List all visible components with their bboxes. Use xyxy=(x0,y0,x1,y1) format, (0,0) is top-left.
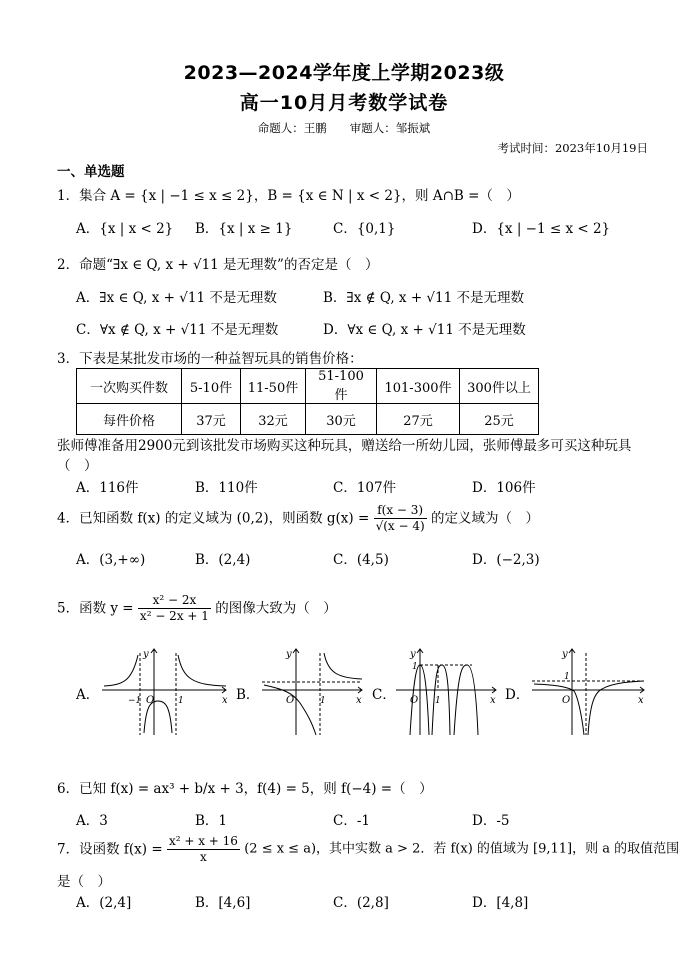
table-cell: 一次购买件数 xyxy=(77,369,182,404)
x-axis-label: x xyxy=(356,695,362,706)
q3-text: 张师傅准备用2900元到该批发市场购买这种玩具，赠送给一所幼儿园，张师傅最多可买这种玩具 xyxy=(57,438,632,454)
q5-stem-start: 5．函数 y = xyxy=(57,600,134,617)
x-axis-label: x xyxy=(638,695,644,706)
q3-paren: （ ） xyxy=(57,458,98,474)
fraction-numerator: x² − 2x xyxy=(138,593,211,609)
table-cell: 51-100件 xyxy=(306,369,377,404)
q3-option-a: A．116件 xyxy=(76,480,139,496)
q6-option-a: A．3 xyxy=(76,813,108,829)
q2-option-b: B．∃x ∉ Q, x + √11 不是无理数 xyxy=(323,290,524,306)
q5-fraction xyxy=(138,593,211,624)
table-cell: 300件以上 xyxy=(460,369,539,404)
q4-stem xyxy=(57,503,539,534)
exam-title: 2023—2024学年度上学期2023级 xyxy=(183,62,505,84)
q7-stem-end: (2 ≤ x ≤ a)，其中实数 a > 2．若 f(x) 的值域为 [9,11]，则 a 的取值范围 xyxy=(244,841,680,857)
fraction-denominator: √(x − 4) xyxy=(375,519,425,533)
tick-label: 1 xyxy=(564,672,570,682)
q5-stem-end: 的图像大致为（ ） xyxy=(215,600,337,617)
y-axis-label: y xyxy=(562,649,568,660)
q6-option-c: C．-1 xyxy=(333,813,370,829)
table-cell: 5-10件 xyxy=(182,369,241,404)
q5-stem xyxy=(57,593,337,624)
q1-option-b: B．{x | x ≥ 1} xyxy=(195,221,293,237)
q6-option-d: D．-5 xyxy=(472,813,510,829)
q2-option-c: C．∀x ∉ Q, x + √11 不是无理数 xyxy=(76,322,279,338)
q5-option-c: C． xyxy=(372,687,396,703)
exam-subtitle: 高一10月月考数学试卷 xyxy=(239,92,449,114)
tick-label: 1 xyxy=(320,696,326,706)
x-axis-label: x xyxy=(222,695,228,706)
tick-label: 1 xyxy=(178,696,184,706)
q7-stem-start: 7．设函数 f(x) = xyxy=(57,841,163,858)
q7-stem-cont: 是（ ） xyxy=(57,874,111,890)
graph-a xyxy=(98,645,233,737)
table-cell: 37元 xyxy=(182,404,241,435)
q7-option-a: A．(2,4] xyxy=(76,895,132,911)
q4-option-c: C．(4,5) xyxy=(333,552,389,568)
y-axis-label: y xyxy=(143,649,149,660)
q1-stem: 1．集合 A = {x | −1 ≤ x ≤ 2}，B = {x ∈ N | x < 2}，则 A∩B =（ ） xyxy=(57,188,520,204)
section-heading: 一、单选题 xyxy=(57,164,125,180)
table-cell: 101-300件 xyxy=(377,369,460,404)
q7-stem xyxy=(57,834,679,865)
table-row xyxy=(77,404,539,435)
q2-option-a: A．∃x ∈ Q, x + √11 不是无理数 xyxy=(76,290,277,306)
origin-label: O xyxy=(562,695,571,706)
q3-stem: 3．下表是某批发市场的一种益智玩具的销售价格： xyxy=(57,351,363,367)
fraction-denominator: x² − 2x + 1 xyxy=(139,609,209,623)
tick-label: 1 xyxy=(435,696,441,706)
q7-option-d: D．[4,8] xyxy=(472,895,529,911)
tick-label: −1 xyxy=(128,696,142,706)
q1-option-c: C．{0,1} xyxy=(333,221,396,237)
table-row xyxy=(77,369,539,404)
q5-option-d: D． xyxy=(505,687,530,703)
q3-option-c: C．107件 xyxy=(333,480,397,496)
q4-option-a: A．(3,+∞) xyxy=(76,552,146,568)
q3-option-d: D．106件 xyxy=(472,480,536,496)
fraction-denominator: x xyxy=(200,850,207,864)
q6-stem: 6．已知 f(x) = ax³ + b/x + 3，f(4) = 5，则 f(−4) =（ ） xyxy=(57,781,433,797)
q2-option-d: D．∀x ∈ Q, x + √11 不是无理数 xyxy=(323,322,526,338)
q4-option-d: D．(−2,3) xyxy=(472,552,540,568)
q5-option-b: B． xyxy=(236,687,260,703)
x-axis-label: x xyxy=(490,695,496,706)
q7-option-c: C．(2,8] xyxy=(333,895,389,911)
origin-label: O xyxy=(146,695,155,706)
origin-label: O xyxy=(286,695,295,706)
graph-b xyxy=(258,645,368,737)
exam-time: 考试时间：2023年10月19日 xyxy=(497,141,648,155)
table-cell: 每件价格 xyxy=(77,404,182,435)
q1-option-d: D．{x | −1 ≤ x < 2} xyxy=(472,221,611,237)
table-cell: 32元 xyxy=(241,404,306,435)
tick-label: 1 xyxy=(412,662,418,672)
q5-option-a: A． xyxy=(76,687,100,703)
q7-option-b: B．[4,6] xyxy=(195,895,251,911)
q2-stem: 2．命题“∃x ∈ Q, x + √11 是无理数”的否定是（ ） xyxy=(57,257,379,273)
fraction-numerator: x² + x + 16 xyxy=(168,834,238,848)
table-cell: 25元 xyxy=(460,404,539,435)
origin-label: O xyxy=(410,695,419,706)
q4-fraction xyxy=(374,503,427,534)
q4-stem-end: 的定义域为（ ） xyxy=(431,510,539,527)
fraction-numerator: f(x − 3) xyxy=(374,503,427,519)
price-table xyxy=(76,368,539,435)
q7-fraction xyxy=(167,834,240,865)
y-axis-label: y xyxy=(286,649,292,660)
q4-option-b: B．(2,4) xyxy=(195,552,251,568)
table-cell: 11-50件 xyxy=(241,369,306,404)
q4-stem-start: 4．已知函数 f(x) 的定义域为 (0,2)，则函数 g(x) = xyxy=(57,510,370,527)
q3-option-b: B．110件 xyxy=(195,480,258,496)
q1-option-a: A．{x | x < 2} xyxy=(76,221,174,237)
table-cell: 27元 xyxy=(377,404,460,435)
authors: 命题人：王鹏 审题人：邹振斌 xyxy=(257,121,431,135)
table-cell: 30元 xyxy=(306,404,377,435)
q6-option-b: B．1 xyxy=(195,813,228,829)
graph-d xyxy=(528,645,648,737)
y-axis-label: y xyxy=(410,649,416,660)
graph-c xyxy=(392,645,502,737)
